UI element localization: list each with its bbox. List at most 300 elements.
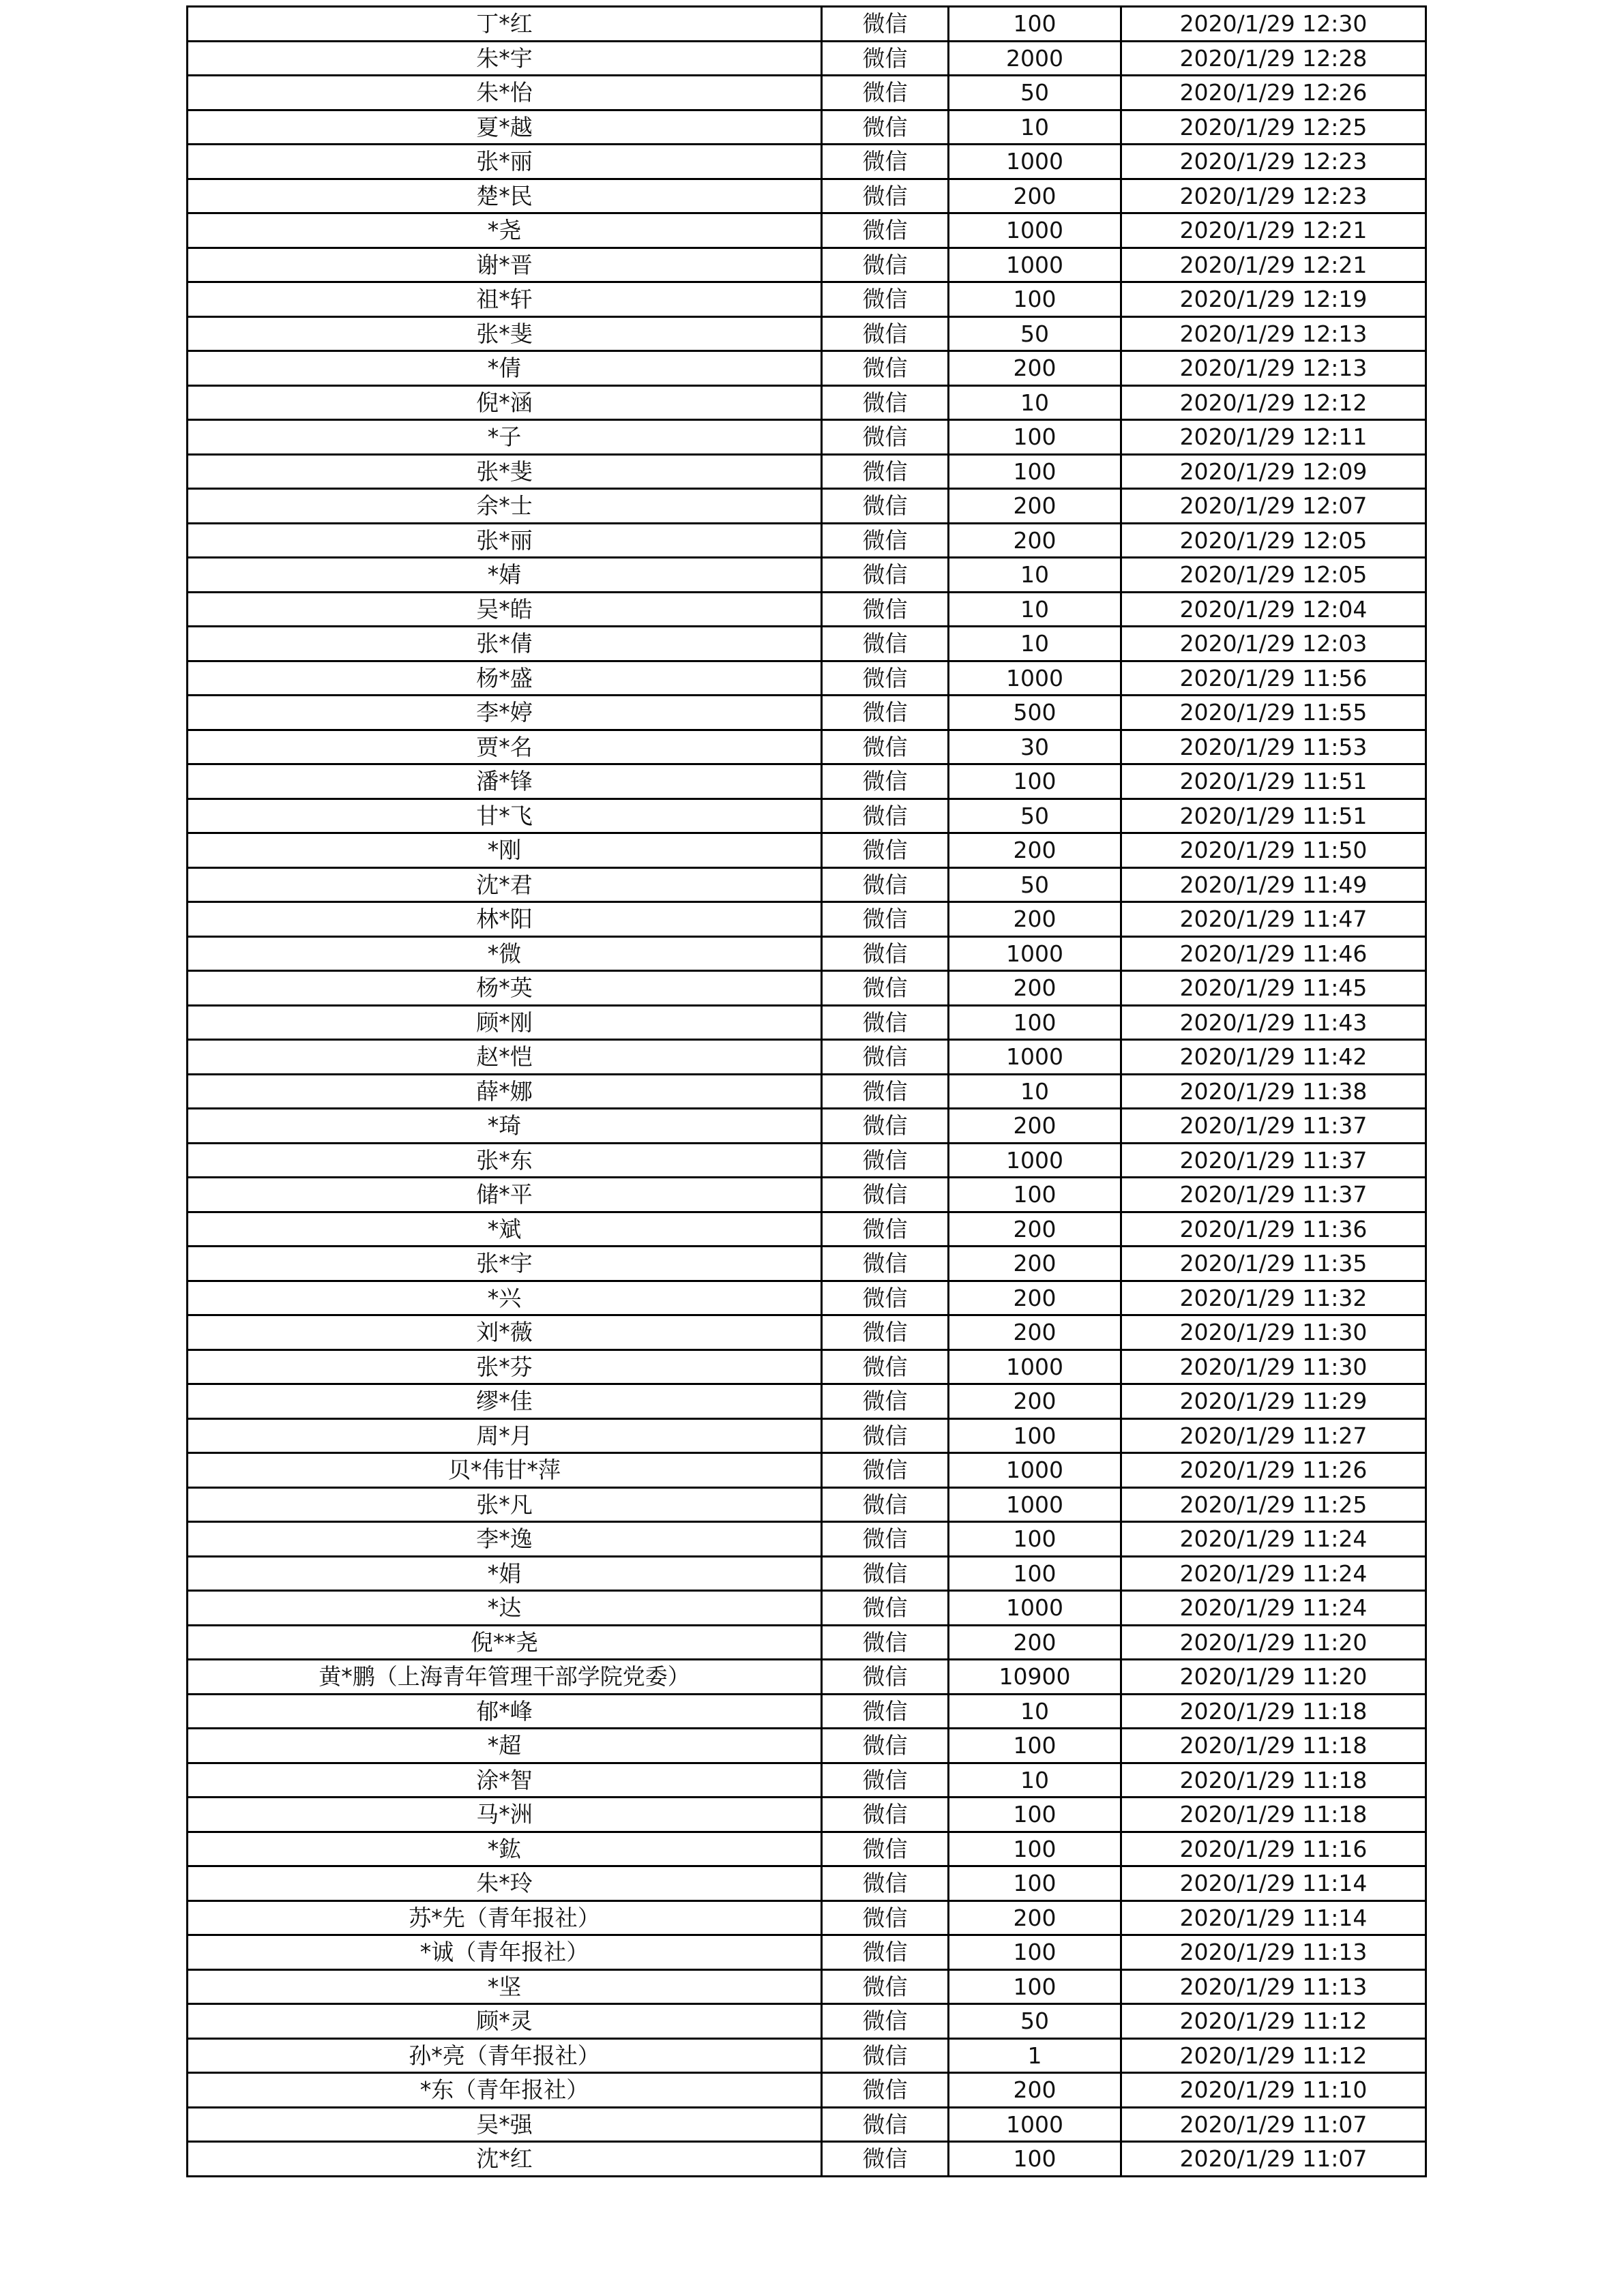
payment-method-cell: 微信 [822, 76, 949, 110]
donor-name-cell: *鈜 [188, 1832, 822, 1866]
donor-name-cell: 丁*红 [188, 7, 822, 42]
amount-cell: 1000 [949, 1350, 1121, 1384]
payment-method-cell: 微信 [822, 385, 949, 420]
timestamp-cell: 2020/1/29 11:18 [1121, 1763, 1426, 1798]
donor-name-cell: 赵*恺 [188, 1040, 822, 1075]
donor-name-cell: *琦 [188, 1109, 822, 1144]
amount-cell: 30 [949, 730, 1121, 764]
timestamp-cell: 2020/1/29 11:43 [1121, 1005, 1426, 1040]
table-row [188, 316, 1426, 351]
amount-cell: 1000 [949, 213, 1121, 248]
amount-cell: 100 [949, 1178, 1121, 1212]
amount-cell: 1000 [949, 2107, 1121, 2142]
donor-name-cell: 涂*智 [188, 1763, 822, 1798]
timestamp-cell: 2020/1/29 11:18 [1121, 1694, 1426, 1729]
payment-method-cell: 微信 [822, 213, 949, 248]
timestamp-cell: 2020/1/29 11:51 [1121, 799, 1426, 833]
timestamp-cell: 2020/1/29 11:37 [1121, 1178, 1426, 1212]
timestamp-cell: 2020/1/29 11:38 [1121, 1074, 1426, 1109]
donor-name-cell: *娟 [188, 1556, 822, 1591]
payment-method-cell: 微信 [822, 420, 949, 455]
payment-method-cell: 微信 [822, 1832, 949, 1866]
timestamp-cell: 2020/1/29 11:25 [1121, 1487, 1426, 1522]
table-row [188, 1591, 1426, 1626]
timestamp-cell: 2020/1/29 11:55 [1121, 696, 1426, 730]
amount-cell: 200 [949, 1212, 1121, 1247]
donor-name-cell: *超 [188, 1729, 822, 1763]
table-row [188, 558, 1426, 593]
table-row [188, 1832, 1426, 1866]
table-row [188, 1729, 1426, 1763]
table-row [188, 696, 1426, 730]
table-row [188, 730, 1426, 764]
payment-method-cell: 微信 [822, 592, 949, 627]
donor-name-cell: 沈*君 [188, 867, 822, 902]
table-row [188, 110, 1426, 145]
donor-name-cell: *微 [188, 936, 822, 971]
donor-name-cell: 朱*怡 [188, 76, 822, 110]
table-body [188, 7, 1426, 2177]
timestamp-cell: 2020/1/29 11:24 [1121, 1591, 1426, 1626]
amount-cell: 50 [949, 2004, 1121, 2039]
amount-cell: 200 [949, 1109, 1121, 1144]
donor-name-cell: 张*凡 [188, 1487, 822, 1522]
donor-name-cell: 苏*先（青年报社） [188, 1900, 822, 1935]
donor-name-cell: 朱*宇 [188, 41, 822, 76]
donor-name-cell: 李*逸 [188, 1522, 822, 1557]
donor-name-cell: 甘*飞 [188, 799, 822, 833]
payment-method-cell: 微信 [822, 627, 949, 661]
table-row [188, 420, 1426, 455]
donor-name-cell: 顾*灵 [188, 2004, 822, 2039]
table-row [188, 1281, 1426, 1315]
payment-method-cell: 微信 [822, 1143, 949, 1178]
amount-cell: 1000 [949, 936, 1121, 971]
donor-name-cell: *诚（青年报社） [188, 1935, 822, 1970]
donor-name-cell: *倩 [188, 351, 822, 386]
table-row [188, 1453, 1426, 1488]
timestamp-cell: 2020/1/29 12:04 [1121, 592, 1426, 627]
donor-name-cell: 倪*涵 [188, 385, 822, 420]
timestamp-cell: 2020/1/29 11:16 [1121, 1832, 1426, 1866]
timestamp-cell: 2020/1/29 11:12 [1121, 2004, 1426, 2039]
timestamp-cell: 2020/1/29 12:19 [1121, 282, 1426, 317]
amount-cell: 100 [949, 1005, 1121, 1040]
table-row [188, 1315, 1426, 1350]
payment-method-cell: 微信 [822, 902, 949, 937]
timestamp-cell: 2020/1/29 11:24 [1121, 1556, 1426, 1591]
payment-method-cell: 微信 [822, 936, 949, 971]
amount-cell: 1000 [949, 248, 1121, 282]
table-row [188, 1798, 1426, 1832]
table-row [188, 1694, 1426, 1729]
table-row [188, 1969, 1426, 2004]
timestamp-cell: 2020/1/29 11:12 [1121, 2038, 1426, 2073]
payment-method-cell: 微信 [822, 558, 949, 593]
table-row [188, 1178, 1426, 1212]
amount-cell: 10 [949, 385, 1121, 420]
timestamp-cell: 2020/1/29 12:03 [1121, 627, 1426, 661]
table-row [188, 1074, 1426, 1109]
amount-cell: 1 [949, 2038, 1121, 2073]
table-row [188, 1247, 1426, 1281]
amount-cell: 100 [949, 1866, 1121, 1901]
amount-cell: 200 [949, 523, 1121, 558]
payment-method-cell: 微信 [822, 971, 949, 1006]
amount-cell: 10 [949, 1763, 1121, 1798]
payment-method-cell: 微信 [822, 1591, 949, 1626]
donor-name-cell: *子 [188, 420, 822, 455]
table-row [188, 1418, 1426, 1453]
payment-method-cell: 微信 [822, 2073, 949, 2108]
donor-name-cell: 张*丽 [188, 145, 822, 179]
payment-method-cell: 微信 [822, 1453, 949, 1488]
payment-method-cell: 微信 [822, 2107, 949, 2142]
donor-name-cell: *婧 [188, 558, 822, 593]
donor-name-cell: 薛*娜 [188, 1074, 822, 1109]
amount-cell: 200 [949, 1281, 1121, 1315]
table-row [188, 351, 1426, 386]
amount-cell: 10900 [949, 1660, 1121, 1695]
payment-method-cell: 微信 [822, 1040, 949, 1075]
table-row [188, 145, 1426, 179]
amount-cell: 50 [949, 76, 1121, 110]
timestamp-cell: 2020/1/29 12:21 [1121, 213, 1426, 248]
amount-cell: 200 [949, 2073, 1121, 2108]
table-row [188, 764, 1426, 799]
donor-name-cell: 吴*皓 [188, 592, 822, 627]
payment-method-cell: 微信 [822, 316, 949, 351]
timestamp-cell: 2020/1/29 12:30 [1121, 7, 1426, 42]
table-row [188, 7, 1426, 42]
amount-cell: 100 [949, 764, 1121, 799]
timestamp-cell: 2020/1/29 12:25 [1121, 110, 1426, 145]
timestamp-cell: 2020/1/29 11:07 [1121, 2107, 1426, 2142]
payment-method-cell: 微信 [822, 2004, 949, 2039]
amount-cell: 10 [949, 558, 1121, 593]
donor-name-cell: 贝*伟甘*萍 [188, 1453, 822, 1488]
table-row [188, 454, 1426, 489]
timestamp-cell: 2020/1/29 12:09 [1121, 454, 1426, 489]
amount-cell: 100 [949, 420, 1121, 455]
payment-method-cell: 微信 [822, 1969, 949, 2004]
amount-cell: 200 [949, 971, 1121, 1006]
donor-name-cell: 刘*薇 [188, 1315, 822, 1350]
table-row [188, 1763, 1426, 1798]
donor-name-cell: 祖*轩 [188, 282, 822, 317]
payment-method-cell: 微信 [822, 110, 949, 145]
payment-method-cell: 微信 [822, 248, 949, 282]
amount-cell: 100 [949, 1522, 1121, 1557]
timestamp-cell: 2020/1/29 11:13 [1121, 1935, 1426, 1970]
donor-name-cell: 郁*峰 [188, 1694, 822, 1729]
timestamp-cell: 2020/1/29 12:23 [1121, 145, 1426, 179]
amount-cell: 100 [949, 1729, 1121, 1763]
timestamp-cell: 2020/1/29 11:13 [1121, 1969, 1426, 2004]
payment-method-cell: 微信 [822, 41, 949, 76]
timestamp-cell: 2020/1/29 11:10 [1121, 2073, 1426, 2108]
payment-method-cell: 微信 [822, 282, 949, 317]
amount-cell: 1000 [949, 1040, 1121, 1075]
donor-name-cell: 余*士 [188, 489, 822, 524]
table-row [188, 1384, 1426, 1419]
payment-method-cell: 微信 [822, 1487, 949, 1522]
payment-method-cell: 微信 [822, 1247, 949, 1281]
payment-method-cell: 微信 [822, 489, 949, 524]
donor-name-cell: 杨*盛 [188, 661, 822, 696]
timestamp-cell: 2020/1/29 12:12 [1121, 385, 1426, 420]
table-row [188, 1350, 1426, 1384]
payment-method-cell: 微信 [822, 2038, 949, 2073]
amount-cell: 500 [949, 696, 1121, 730]
donor-name-cell: *坚 [188, 1969, 822, 2004]
payment-method-cell: 微信 [822, 1109, 949, 1144]
table-row [188, 2107, 1426, 2142]
table-row [188, 2142, 1426, 2177]
payment-method-cell: 微信 [822, 1900, 949, 1935]
table-row [188, 1660, 1426, 1695]
table-row [188, 1556, 1426, 1591]
amount-cell: 1000 [949, 1453, 1121, 1488]
timestamp-cell: 2020/1/29 11:50 [1121, 833, 1426, 868]
amount-cell: 100 [949, 1969, 1121, 2004]
payment-method-cell: 微信 [822, 145, 949, 179]
amount-cell: 200 [949, 1384, 1121, 1419]
timestamp-cell: 2020/1/29 11:36 [1121, 1212, 1426, 1247]
amount-cell: 10 [949, 592, 1121, 627]
amount-cell: 200 [949, 1247, 1121, 1281]
amount-cell: 200 [949, 1625, 1121, 1660]
timestamp-cell: 2020/1/29 11:24 [1121, 1522, 1426, 1557]
table-row [188, 971, 1426, 1006]
payment-method-cell: 微信 [822, 1418, 949, 1453]
donor-name-cell: 储*平 [188, 1178, 822, 1212]
payment-method-cell: 微信 [822, 661, 949, 696]
table-row [188, 627, 1426, 661]
donation-table [186, 5, 1427, 2177]
amount-cell: 100 [949, 1798, 1121, 1832]
donor-name-cell: 楚*民 [188, 179, 822, 213]
amount-cell: 100 [949, 2142, 1121, 2177]
table-row [188, 76, 1426, 110]
timestamp-cell: 2020/1/29 12:07 [1121, 489, 1426, 524]
amount-cell: 10 [949, 1694, 1121, 1729]
amount-cell: 200 [949, 351, 1121, 386]
payment-method-cell: 微信 [822, 1866, 949, 1901]
timestamp-cell: 2020/1/29 11:47 [1121, 902, 1426, 937]
payment-method-cell: 微信 [822, 833, 949, 868]
donor-name-cell: 张*宇 [188, 1247, 822, 1281]
amount-cell: 200 [949, 833, 1121, 868]
table-row [188, 1212, 1426, 1247]
table-row [188, 489, 1426, 524]
amount-cell: 1000 [949, 1487, 1121, 1522]
timestamp-cell: 2020/1/29 11:56 [1121, 661, 1426, 696]
timestamp-cell: 2020/1/29 11:51 [1121, 764, 1426, 799]
donor-name-cell: 马*洲 [188, 1798, 822, 1832]
timestamp-cell: 2020/1/29 11:37 [1121, 1143, 1426, 1178]
donor-name-cell: 张*芬 [188, 1350, 822, 1384]
amount-cell: 100 [949, 1556, 1121, 1591]
amount-cell: 200 [949, 1900, 1121, 1935]
amount-cell: 10 [949, 1074, 1121, 1109]
amount-cell: 200 [949, 902, 1121, 937]
timestamp-cell: 2020/1/29 11:26 [1121, 1453, 1426, 1488]
donor-name-cell: *尧 [188, 213, 822, 248]
donor-name-cell: *兴 [188, 1281, 822, 1315]
donor-name-cell: 杨*英 [188, 971, 822, 1006]
timestamp-cell: 2020/1/29 11:18 [1121, 1798, 1426, 1832]
donor-name-cell: 吴*强 [188, 2107, 822, 2142]
table-row [188, 1487, 1426, 1522]
payment-method-cell: 微信 [822, 1935, 949, 1970]
timestamp-cell: 2020/1/29 11:20 [1121, 1660, 1426, 1695]
donor-name-cell: 张*东 [188, 1143, 822, 1178]
amount-cell: 1000 [949, 1143, 1121, 1178]
payment-method-cell: 微信 [822, 1281, 949, 1315]
timestamp-cell: 2020/1/29 11:14 [1121, 1866, 1426, 1901]
table-row [188, 1040, 1426, 1075]
timestamp-cell: 2020/1/29 12:05 [1121, 558, 1426, 593]
donor-name-cell: 张*斐 [188, 316, 822, 351]
timestamp-cell: 2020/1/29 12:26 [1121, 76, 1426, 110]
donor-name-cell: 谢*晋 [188, 248, 822, 282]
timestamp-cell: 2020/1/29 11:32 [1121, 1281, 1426, 1315]
table-row [188, 282, 1426, 317]
payment-method-cell: 微信 [822, 351, 949, 386]
amount-cell: 1000 [949, 1591, 1121, 1626]
timestamp-cell: 2020/1/29 12:05 [1121, 523, 1426, 558]
payment-method-cell: 微信 [822, 1384, 949, 1419]
donor-name-cell: 张*倩 [188, 627, 822, 661]
amount-cell: 1000 [949, 661, 1121, 696]
amount-cell: 50 [949, 316, 1121, 351]
timestamp-cell: 2020/1/29 11:27 [1121, 1418, 1426, 1453]
payment-method-cell: 微信 [822, 730, 949, 764]
timestamp-cell: 2020/1/29 12:13 [1121, 351, 1426, 386]
table-row [188, 1522, 1426, 1557]
timestamp-cell: 2020/1/29 11:30 [1121, 1315, 1426, 1350]
table-row [188, 867, 1426, 902]
amount-cell: 100 [949, 454, 1121, 489]
table-row [188, 1866, 1426, 1901]
payment-method-cell: 微信 [822, 1212, 949, 1247]
table-row [188, 1143, 1426, 1178]
amount-cell: 2000 [949, 41, 1121, 76]
timestamp-cell: 2020/1/29 11:37 [1121, 1109, 1426, 1144]
table-row [188, 661, 1426, 696]
amount-cell: 10 [949, 110, 1121, 145]
timestamp-cell: 2020/1/29 12:13 [1121, 316, 1426, 351]
amount-cell: 10 [949, 627, 1121, 661]
table-row [188, 936, 1426, 971]
table-row [188, 592, 1426, 627]
payment-method-cell: 微信 [822, 1625, 949, 1660]
donor-name-cell: 倪**尧 [188, 1625, 822, 1660]
payment-method-cell: 微信 [822, 523, 949, 558]
donor-name-cell: *刚 [188, 833, 822, 868]
table-row [188, 902, 1426, 937]
donor-name-cell: 张*斐 [188, 454, 822, 489]
amount-cell: 200 [949, 489, 1121, 524]
amount-cell: 50 [949, 799, 1121, 833]
payment-method-cell: 微信 [822, 1350, 949, 1384]
timestamp-cell: 2020/1/29 11:14 [1121, 1900, 1426, 1935]
amount-cell: 200 [949, 1315, 1121, 1350]
donor-name-cell: 张*丽 [188, 523, 822, 558]
donor-name-cell: *达 [188, 1591, 822, 1626]
donor-name-cell: 李*婷 [188, 696, 822, 730]
table-row [188, 385, 1426, 420]
donor-name-cell: 孙*亮（青年报社） [188, 2038, 822, 2073]
timestamp-cell: 2020/1/29 11:18 [1121, 1729, 1426, 1763]
donor-name-cell: 夏*越 [188, 110, 822, 145]
table-row [188, 248, 1426, 282]
payment-method-cell: 微信 [822, 1660, 949, 1695]
amount-cell: 1000 [949, 145, 1121, 179]
timestamp-cell: 2020/1/29 11:35 [1121, 1247, 1426, 1281]
donor-name-cell: 黄*鹏（上海青年管理干部学院党委） [188, 1660, 822, 1695]
table-row [188, 213, 1426, 248]
timestamp-cell: 2020/1/29 11:20 [1121, 1625, 1426, 1660]
timestamp-cell: 2020/1/29 12:23 [1121, 179, 1426, 213]
payment-method-cell: 微信 [822, 1798, 949, 1832]
donor-name-cell: 贾*名 [188, 730, 822, 764]
amount-cell: 100 [949, 1418, 1121, 1453]
payment-method-cell: 微信 [822, 1178, 949, 1212]
timestamp-cell: 2020/1/29 12:11 [1121, 420, 1426, 455]
payment-method-cell: 微信 [822, 1694, 949, 1729]
donor-name-cell: *斌 [188, 1212, 822, 1247]
payment-method-cell: 微信 [822, 764, 949, 799]
payment-method-cell: 微信 [822, 1315, 949, 1350]
table-row [188, 1900, 1426, 1935]
payment-method-cell: 微信 [822, 454, 949, 489]
table-row [188, 1109, 1426, 1144]
timestamp-cell: 2020/1/29 11:45 [1121, 971, 1426, 1006]
donor-name-cell: 缪*佳 [188, 1384, 822, 1419]
donor-name-cell: 沈*红 [188, 2142, 822, 2177]
payment-method-cell: 微信 [822, 1763, 949, 1798]
timestamp-cell: 2020/1/29 11:30 [1121, 1350, 1426, 1384]
timestamp-cell: 2020/1/29 11:42 [1121, 1040, 1426, 1075]
donor-name-cell: 潘*锋 [188, 764, 822, 799]
payment-method-cell: 微信 [822, 1556, 949, 1591]
table-row [188, 523, 1426, 558]
table-row [188, 2004, 1426, 2039]
table-row [188, 2038, 1426, 2073]
payment-method-cell: 微信 [822, 7, 949, 42]
timestamp-cell: 2020/1/29 11:53 [1121, 730, 1426, 764]
table-row [188, 1625, 1426, 1660]
table-row [188, 41, 1426, 76]
amount-cell: 200 [949, 179, 1121, 213]
payment-method-cell: 微信 [822, 1522, 949, 1557]
payment-method-cell: 微信 [822, 799, 949, 833]
payment-method-cell: 微信 [822, 696, 949, 730]
payment-method-cell: 微信 [822, 1005, 949, 1040]
payment-method-cell: 微信 [822, 179, 949, 213]
donor-name-cell: 林*阳 [188, 902, 822, 937]
amount-cell: 100 [949, 7, 1121, 42]
donor-name-cell: *东（青年报社） [188, 2073, 822, 2108]
payment-method-cell: 微信 [822, 1074, 949, 1109]
table-row [188, 179, 1426, 213]
amount-cell: 100 [949, 1935, 1121, 1970]
amount-cell: 50 [949, 867, 1121, 902]
timestamp-cell: 2020/1/29 12:28 [1121, 41, 1426, 76]
table-row [188, 1005, 1426, 1040]
